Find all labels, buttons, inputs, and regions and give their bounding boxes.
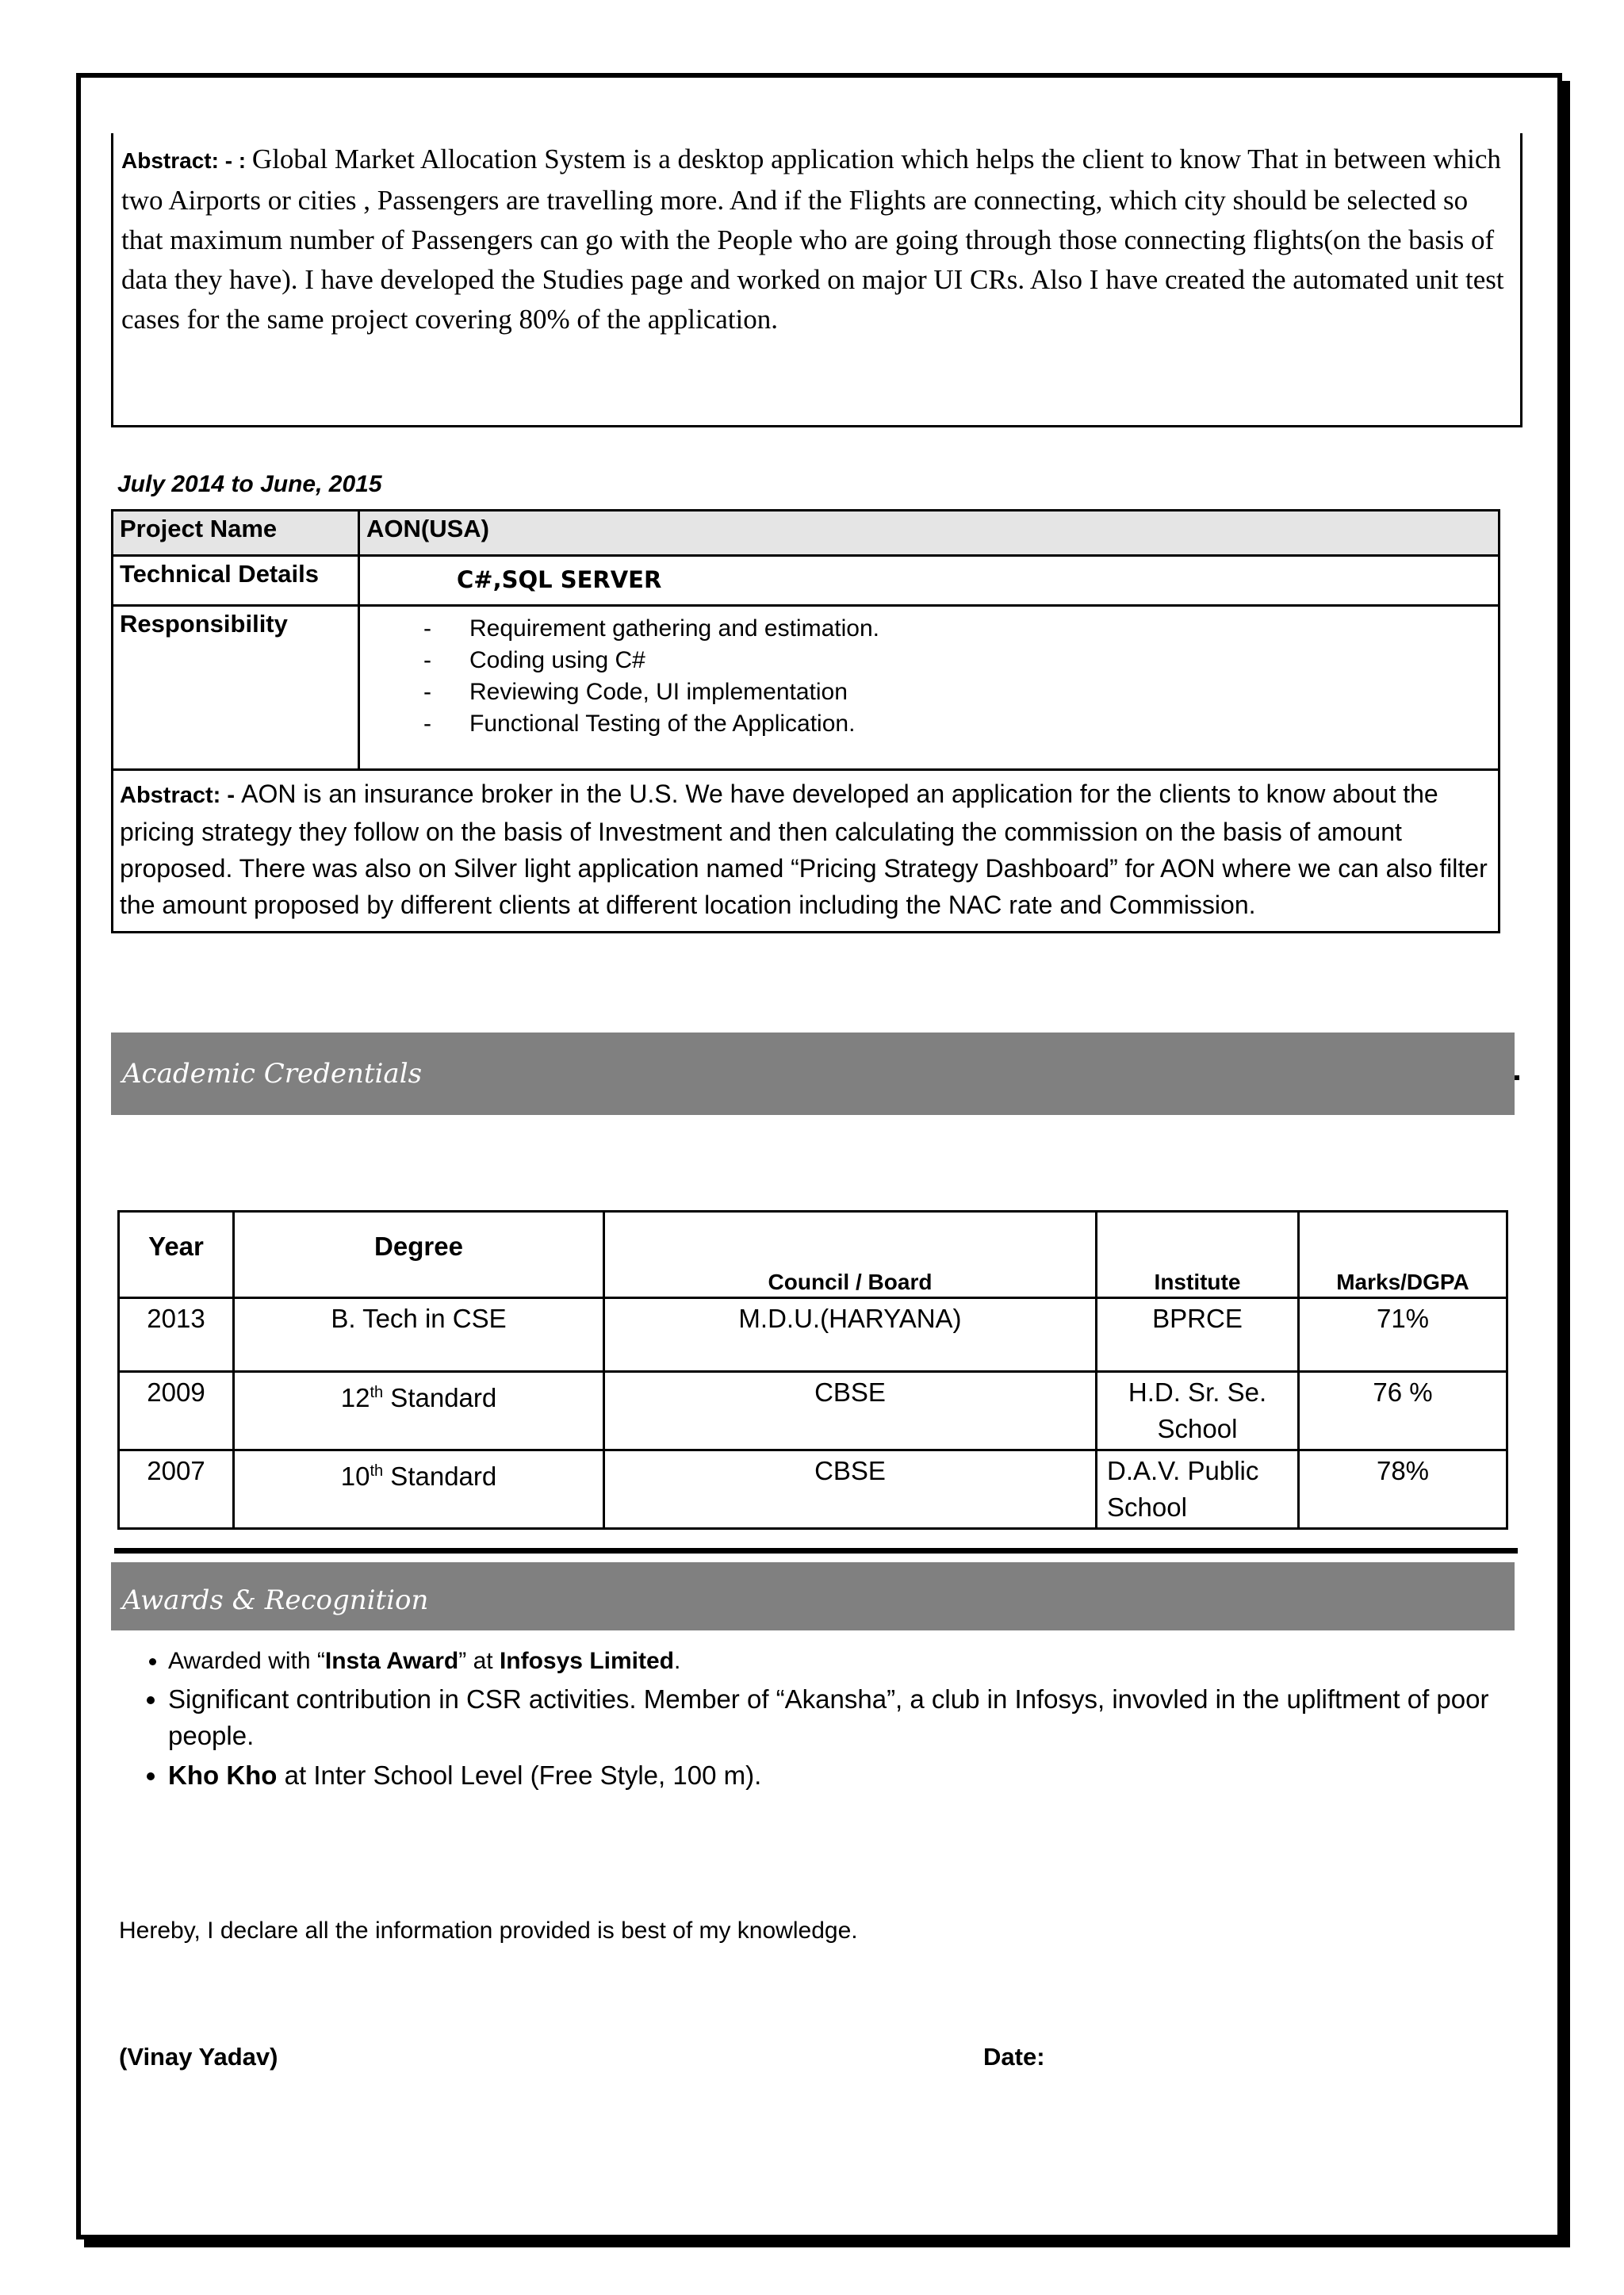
cell-board: CBSE [604, 1372, 1097, 1450]
degree-text: 10 [340, 1462, 370, 1491]
responsibility-row [113, 606, 1500, 770]
award-name: Insta Award [324, 1648, 459, 1674]
list-item: - Functional Testing of the Application. [423, 708, 1492, 740]
academic-credentials-heading: Academic Credentials [122, 1058, 423, 1090]
project-abstract [113, 770, 1500, 933]
cell-institute: D.A.V. Public School [1097, 1450, 1299, 1529]
table-row [119, 1450, 1507, 1529]
responsibility-cell [359, 606, 1500, 770]
cell-degree [234, 1298, 604, 1372]
degree-text: 12 [340, 1383, 370, 1412]
stray-dot [1515, 1075, 1519, 1080]
cell-year: 2013 [119, 1298, 234, 1372]
table-row [119, 1372, 1507, 1450]
award-text: ” at [458, 1648, 500, 1674]
list-item [168, 1757, 1564, 1794]
degree-suffix: Standard [383, 1383, 497, 1412]
responsibility-list [366, 613, 1492, 740]
list-item: - Requirement gathering and estimation. [423, 613, 1492, 645]
cell-institute: BPRCE [1097, 1298, 1299, 1372]
cell-marks: 76 % [1299, 1372, 1507, 1450]
awards-heading-bar [111, 1562, 1515, 1630]
abstract-separator: - : [218, 148, 252, 173]
award-company: Infosys Limited [499, 1648, 674, 1674]
degree-superscript: th [370, 1462, 384, 1480]
technical-details-cell [359, 556, 1500, 606]
responsibility-label: Responsibility [113, 606, 359, 770]
technical-details-row [113, 556, 1500, 606]
section-divider [114, 1548, 1518, 1554]
header-year: Year [119, 1212, 234, 1298]
list-item [168, 1643, 1564, 1680]
technical-details-value: C#,SQL SERVER [457, 566, 662, 593]
abstract-label: Abstract: [121, 148, 219, 173]
list-item: - Coding using C# [423, 645, 1492, 676]
award-text: . [674, 1648, 681, 1674]
declaration: Hereby, I declare all the information provided is best of my knowledge. [119, 1918, 858, 1944]
awards-heading: Awards & Recognition [122, 1584, 429, 1616]
date-label: Date: [983, 2043, 1045, 2071]
cell-marks: 78% [1299, 1450, 1507, 1529]
list-item: • Significant contribution in CSR activities. Member of “Akansha”, a club in Infosys, invovled in the upliftment of poor people. [168, 1681, 1564, 1754]
cell-degree [234, 1372, 604, 1450]
project-table [111, 509, 1500, 933]
cell-institute: H.D. Sr. Se. School [1097, 1372, 1299, 1450]
header-board: Council / Board [604, 1212, 1097, 1298]
cell-board: M.D.U.(HARYANA) [604, 1298, 1097, 1372]
list-item: - Reviewing Code, UI implementation [423, 676, 1492, 708]
table-row [119, 1298, 1507, 1372]
academic-table [117, 1210, 1508, 1530]
project-period: July 2014 to June, 2015 [117, 471, 382, 497]
project-abstract-row [113, 770, 1500, 933]
abstract-text: Global Market Allocation System is a desktop application which helps the client to know That in between which two Airports or cities , Passengers are travelling more. And if the Flights are connecting, which city should be selected so that maximum number of Passengers can go with the People who are going through those connecting flights(on the basis of data they have). I have developed the Studies page and worked on major UI CRs. Also I have created the automated unit test cases for the same project covering 80% of the application. [121, 144, 1504, 335]
degree-superscript: th [370, 1384, 384, 1401]
degree-text: B. Tech in CSE [331, 1304, 507, 1333]
signature-name: (Vinay Yadav) [119, 2043, 278, 2071]
awards-list [127, 1643, 1564, 1795]
cell-year: 2007 [119, 1450, 234, 1529]
sport-name: Kho Kho [168, 1761, 278, 1790]
cell-year: 2009 [119, 1372, 234, 1450]
cell-degree [234, 1450, 604, 1529]
award-text: at Inter School Level (Free Style, 100 m). [277, 1761, 762, 1790]
project-name-row [113, 511, 1500, 556]
project-name-value: AON(USA) [359, 511, 1500, 556]
project-abstract-separator: - [220, 783, 242, 808]
degree-suffix: Standard [383, 1462, 497, 1491]
abstract-box-global-market [111, 133, 1522, 427]
academic-credentials-heading-bar [111, 1033, 1515, 1115]
project-abstract-text: AON is an insurance broker in the U.S. We have developed an application for the clients to know about the pricing strategy they follow on the basis of Investment and then calculating the commission on the basis of amount proposed. There was also on Silver light application named “Pricing Strategy Dashboard” for AON where we can also filter the amount proposed by different clients at different location including the NAC rate and Commission. [120, 780, 1488, 919]
abstract-paragraph [121, 140, 1509, 339]
cell-board: CBSE [604, 1450, 1097, 1529]
technical-details-label: Technical Details [113, 556, 359, 606]
project-name-label: Project Name [113, 511, 359, 556]
header-marks: Marks/DGPA [1299, 1212, 1507, 1298]
header-institute: Institute [1097, 1212, 1299, 1298]
academic-header-row [119, 1212, 1507, 1298]
award-text: Awarded with “ [168, 1648, 325, 1674]
project-abstract-label: Abstract: [120, 783, 221, 808]
cell-marks: 71% [1299, 1298, 1507, 1372]
header-degree: Degree [234, 1212, 604, 1298]
